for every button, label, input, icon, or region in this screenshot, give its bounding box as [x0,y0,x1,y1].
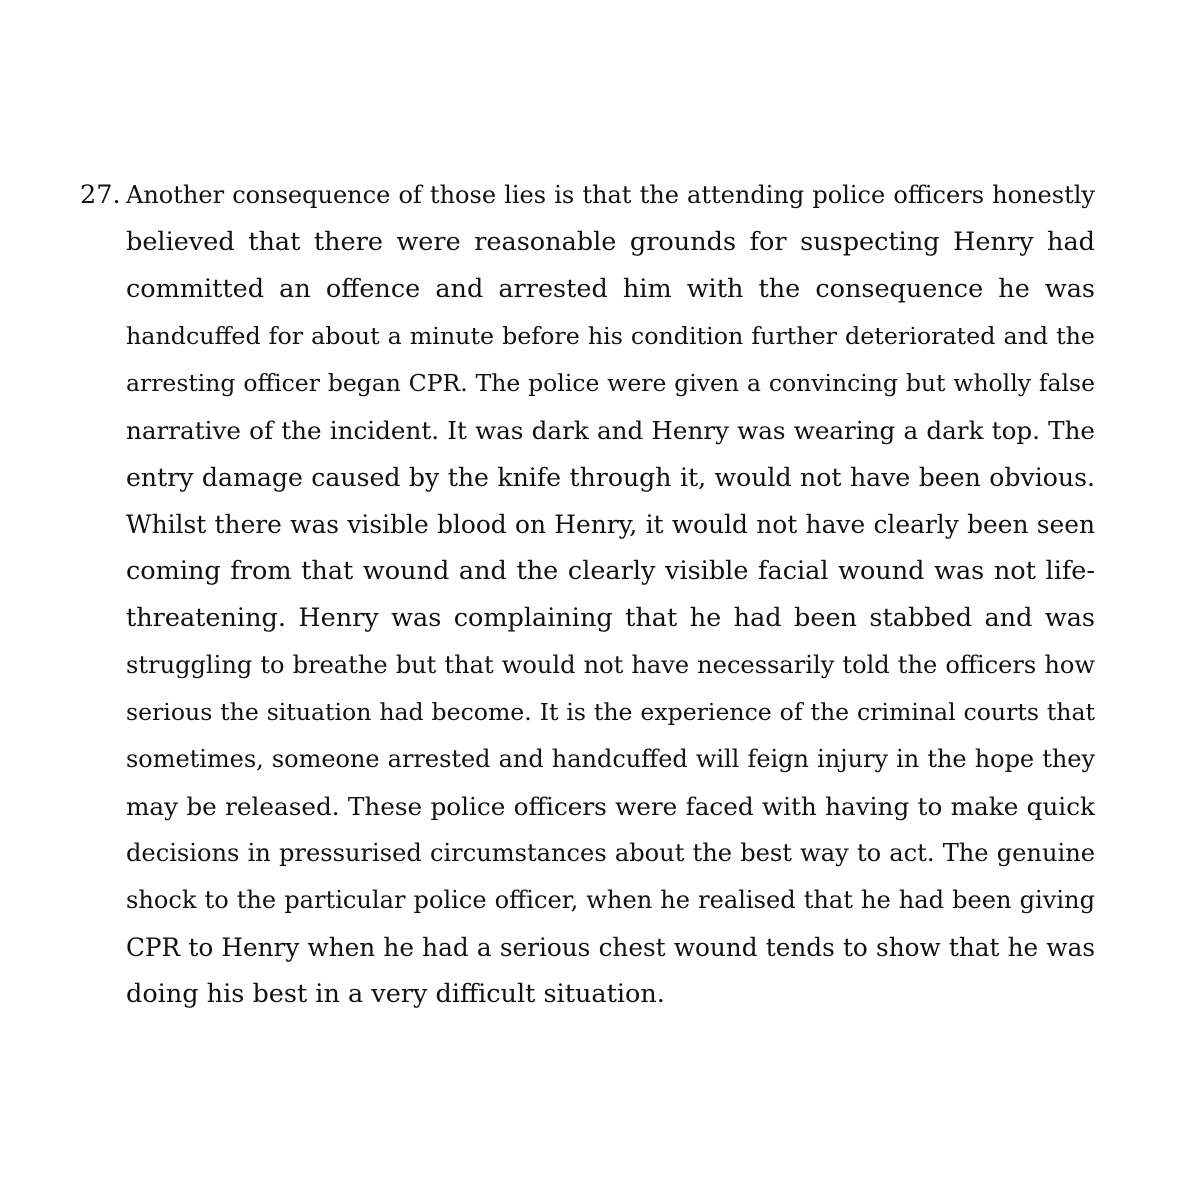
paragraph-line: arresting officer began CPR. The police were given a convincing but wholly false [126,369,1095,397]
paragraph-line: struggling to breathe but that would not have necessarily told the officers how [126,651,1095,679]
paragraph-line: may be released. These police officers were faced with having to make quick [126,792,1095,821]
paragraph-line: Whilst there was visible blood on Henry, it would not have clearly been seen [126,510,1095,539]
paragraph-27 [80,172,1095,1018]
paragraph-line: doing his best in a very difficult situation. [126,979,665,1009]
paragraph-line: shock to the particular police officer, when he realised that he had been giving [126,886,1095,914]
paragraph-line: believed that there were reasonable grounds for suspecting Henry had [126,227,1095,257]
paragraph-line: Another consequence of those lies is that the attending police officers honestly [126,181,1095,209]
paragraph-line: entry damage caused by the knife through it, would not have been obvious. [126,463,1095,492]
paragraph-line: decisions in pressurised circumstances about the best way to act. The genuine [126,839,1095,867]
paragraph-number: 27. [80,180,121,210]
paragraph-line: handcuffed for about a minute before his condition further deteriorated and the [126,322,1095,350]
paragraph-line: serious the situation had become. It is the experience of the criminal courts that [126,698,1095,726]
paragraph-line: threatening. Henry was complaining that he had been stabbed and was [126,603,1095,633]
paragraph-line: CPR to Henry when he had a serious chest wound tends to show that he was [126,933,1095,962]
paragraph-line: committed an offence and arrested him with the consequence he was [126,274,1095,304]
paragraph-line: narrative of the incident. It was dark and Henry was wearing a dark top. The [126,416,1095,445]
paragraph-body [126,172,1095,1018]
paragraph-line: coming from that wound and the clearly visible facial wound was not life- [126,556,1095,586]
paragraph-line: sometimes, someone arrested and handcuffed will feign injury in the hope they [126,745,1095,773]
